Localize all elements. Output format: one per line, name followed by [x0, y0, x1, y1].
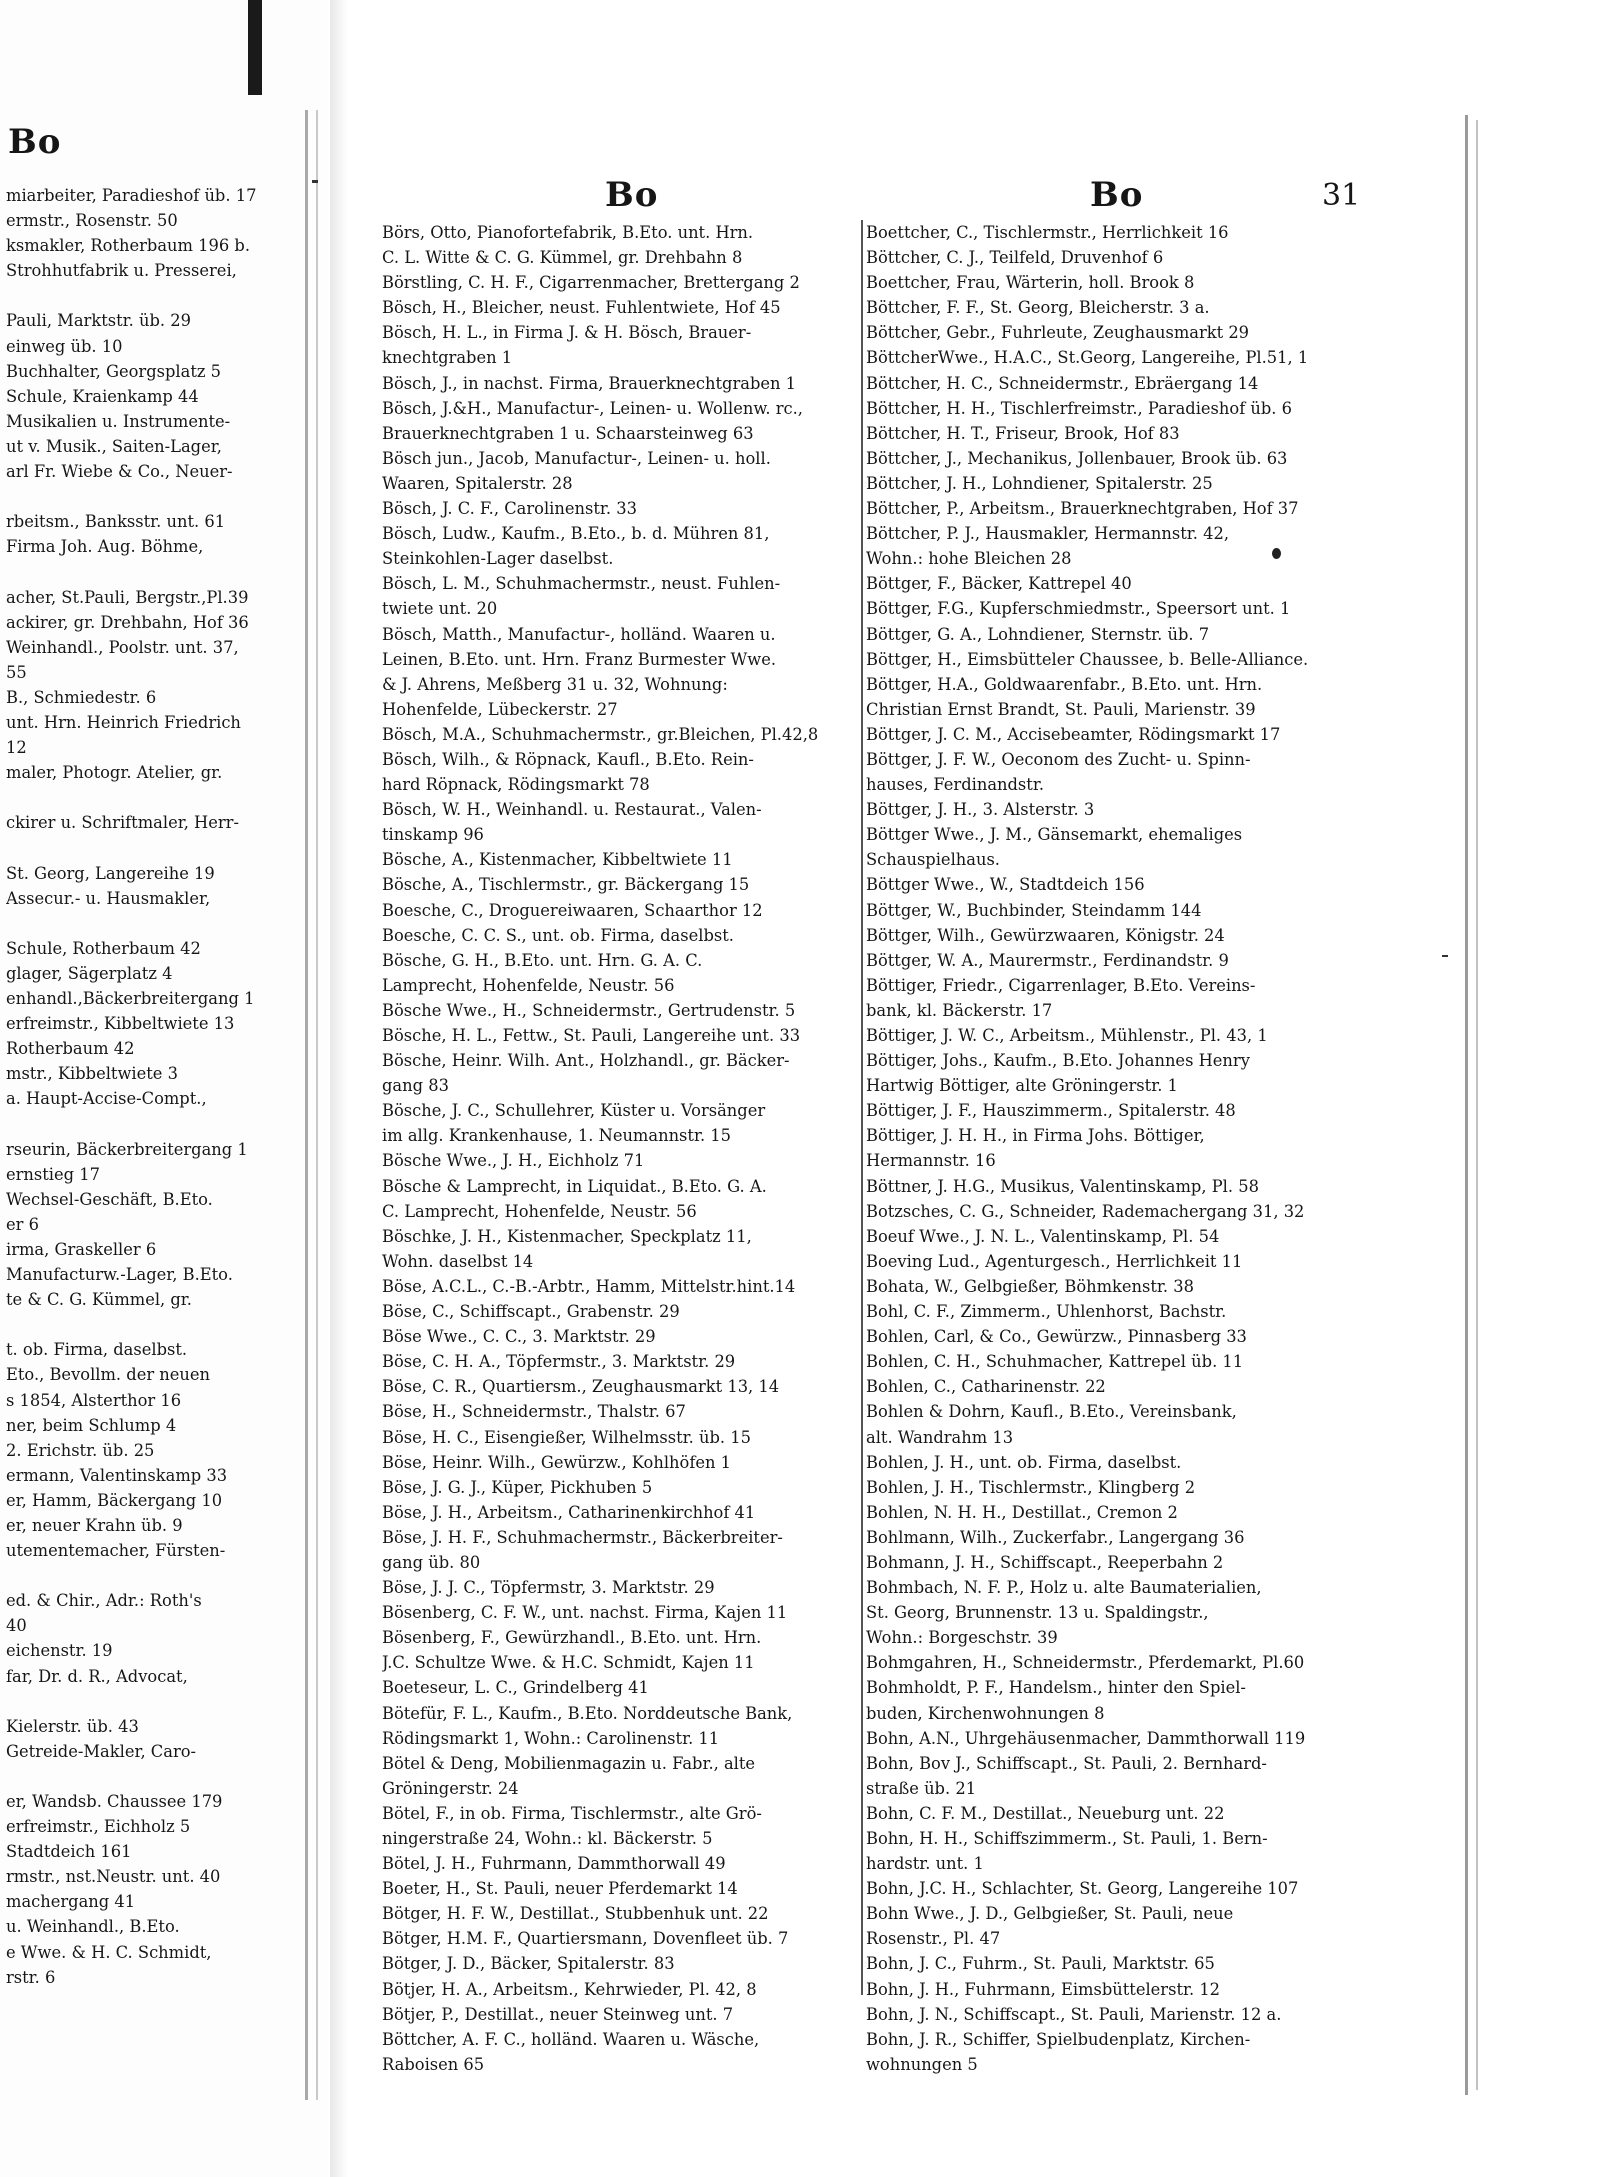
directory-entry-line: u. Weinhandl., B.Eto.: [6, 1917, 180, 1937]
directory-entry-line: er, neuer Krahn üb. 9: [6, 1515, 183, 1535]
directory-entry-line: Pauli, Marktstr. üb. 29: [6, 311, 191, 331]
directory-entry-line: Böttger, G. A., Lohndiener, Sternstr. üb. 7: [866, 624, 1210, 644]
directory-entry-line: Böttcher, Gebr., Fuhrleute, Zeughausmarkt 29: [866, 323, 1250, 343]
directory-entry-line: B., Schmiedestr. 6: [6, 687, 157, 707]
directory-entry-line: tinskamp 96: [382, 825, 484, 845]
directory-entry-line: Böttcher, P., Arbeitsm., Brauerknechtgraben, Hof 37: [866, 499, 1299, 519]
directory-entry-line: ner, beim Schlump 4: [6, 1415, 177, 1435]
directory-entry-line: Böttger, J. C. M., Accisebeamter, Rödingsmarkt 17: [866, 724, 1281, 744]
directory-entry-line: alt. Wandrahm 13: [866, 1427, 1014, 1447]
directory-entry-line: [6, 1764, 296, 1789]
directory-entry-line: Boeving Lud., Agenturgesch., Herrlichkeit 11: [866, 1251, 1243, 1271]
directory-entry-line: [6, 785, 296, 810]
directory-entry-line: twiete unt. 20: [382, 599, 498, 619]
directory-entry-line: Bohn, J. C., Fuhrm., St. Pauli, Marktstr. 65: [866, 1954, 1215, 1974]
directory-entry-line: Böttcher, H. C., Schneidermstr., Ebräergang 14: [866, 373, 1259, 393]
directory-entry-line: hard Röpnack, Rödingsmarkt 78: [382, 775, 650, 795]
directory-entry-line: & J. Ahrens, Meßberg 31 u. 32, Wohnung:: [382, 674, 728, 694]
directory-entry-line: Wechsel-Geschäft, B.Eto.: [6, 1189, 213, 1209]
directory-entry-line: Bötel, J. H., Fuhrmann, Dammthorwall 49: [382, 1854, 726, 1874]
directory-entry-line: Bösch, L. M., Schuhmachermstr., neust. Fuhlen-: [382, 574, 781, 594]
directory-entry-line: far, Dr. d. R., Advocat,: [6, 1666, 188, 1686]
directory-entry-line: Steinkohlen-Lager daselbst.: [382, 549, 614, 569]
directory-entry-line: ermstr., Rosenstr. 50: [6, 211, 178, 231]
page-gutter: [330, 0, 348, 2177]
directory-entry-line: Böttcher, H. T., Friseur, Brook, Hof 83: [866, 423, 1180, 443]
directory-entry-line: buden, Kirchenwohnungen 8: [866, 1703, 1105, 1723]
directory-entry-line: mstr., Kibbeltwiete 3: [6, 1064, 178, 1084]
directory-entry-line: Lamprecht, Hohenfelde, Neustr. 56: [382, 975, 675, 995]
directory-entry-line: Böse, C. H. A., Töpfermstr., 3. Marktstr. 29: [382, 1352, 736, 1372]
directory-entry-line: Böttiger, Johs., Kaufm., B.Eto. Johannes Henry: [866, 1051, 1250, 1071]
directory-entry-line: Böttiger, J. F., Hauszimmerm., Spitalerstr. 48: [866, 1101, 1236, 1121]
directory-entry-line: Bötjer, H. A., Arbeitsm., Kehrwieder, Pl. 42, 8: [382, 1979, 757, 1999]
directory-entry-line: Hohenfelde, Lübeckerstr. 27: [382, 699, 618, 719]
directory-entry-line: Leinen, B.Eto. unt. Hrn. Franz Burmester Wwe.: [382, 649, 777, 669]
directory-entry-line: Böttiger, J. H. H., in Firma Johs. Böttiger,: [866, 1126, 1205, 1146]
directory-entry-line: Böttcher, J. H., Lohndiener, Spitalerstr. 25: [866, 473, 1213, 493]
directory-entry-line: Bohl, C. F., Zimmerm., Uhlenhorst, Bachstr.: [866, 1302, 1227, 1322]
directory-entry-line: Böttger, H., Eimsbütteler Chaussee, b. Belle-Alliance.: [866, 649, 1309, 669]
directory-entry-line: e Wwe. & H. C. Schmidt,: [6, 1942, 212, 1962]
directory-entry-line: Bösenberg, F., Gewürzhandl., B.Eto. unt. Hrn.: [382, 1628, 762, 1648]
directory-entry-line: Boettcher, Frau, Wärterin, holl. Brook 8: [866, 273, 1195, 293]
directory-entry-line: Böse, H. C., Eisengießer, Wilhelmsstr. üb. 15: [382, 1427, 751, 1447]
directory-entry-line: Böse Wwe., C. C., 3. Marktstr. 29: [382, 1327, 656, 1347]
directory-entry-line: Böttcher, A. F. C., holländ. Waaren u. Wäsche,: [382, 2029, 760, 2049]
directory-entry-line: Buchhalter, Georgsplatz 5: [6, 361, 221, 381]
directory-entry-line: Hermannstr. 16: [866, 1151, 996, 1171]
page-edge: [1465, 115, 1468, 2095]
directory-entry-line: 12: [6, 738, 27, 758]
directory-entry-line: Brauerknechtgraben 1 u. Schaarsteinweg 63: [382, 423, 754, 443]
directory-entry-line: Bohn, J. H., Fuhrmann, Eimsbüttelerstr. 12: [866, 1979, 1221, 1999]
directory-entry-line: Böse, C., Schiffscapt., Grabenstr. 29: [382, 1302, 680, 1322]
directory-entry-line: ermann, Valentinskamp 33: [6, 1465, 228, 1485]
ink-mark: [312, 180, 318, 183]
directory-entry-line: Waaren, Spitalerstr. 28: [382, 473, 573, 493]
directory-entry-line: Böttger Wwe., W., Stadtdeich 156: [866, 875, 1145, 895]
ink-mark: [1442, 955, 1448, 957]
directory-entry-line: ksmakler, Rotherbaum 196 b.: [6, 236, 251, 256]
binding-shadow: [248, 0, 262, 95]
directory-entry-line: irma, Graskeller 6: [6, 1239, 157, 1259]
directory-entry-line: [6, 911, 296, 936]
directory-entry-line: Getreide-Makler, Caro-: [6, 1741, 197, 1761]
directory-entry-line: Schauspielhaus.: [866, 850, 1000, 870]
directory-entry-line: [6, 484, 296, 509]
directory-entry-line: Bohn, H. H., Schiffszimmerm., St. Pauli, 1. Bern-: [866, 1829, 1268, 1848]
page-edge: [1476, 120, 1478, 2090]
middle-running-head: Bo: [605, 175, 659, 215]
directory-entry-line: acher, St.Pauli, Bergstr.,Pl.39: [6, 587, 249, 607]
directory-entry-line: Bohn, A.N., Uhrgehäusenmacher, Dammthorwall 119: [866, 1728, 1306, 1748]
directory-entry-line: Böttger, W. A., Maurermstr., Ferdinandstr. 9: [866, 950, 1229, 970]
directory-entry-line: ackirer, gr. Drehbahn, Hof 36: [6, 612, 249, 632]
directory-entry-line: Bösch, J. C. F., Carolinenstr. 33: [382, 499, 637, 519]
directory-entry-line: Böttiger, J. W. C., Arbeitsm., Mühlenstr., Pl. 43, 1: [866, 1026, 1268, 1045]
ink-blot: [1272, 548, 1281, 559]
directory-entry-line: Bohlen, J. H., Tischlermstr., Klingberg 2: [866, 1477, 1196, 1497]
directory-entry-line: bank, kl. Bäckerstr. 17: [866, 1000, 1053, 1020]
directory-entry-line: te & C. G. Kümmel, gr.: [6, 1290, 192, 1310]
directory-entry-line: Bötel & Deng, Mobilienmagazin u. Fabr., alte: [382, 1753, 756, 1773]
directory-entry-line: knechtgraben 1: [382, 348, 513, 368]
directory-entry-line: er, Wandsb. Chaussee 179: [6, 1792, 223, 1811]
directory-entry-line: Böse, C. R., Quartiersm., Zeughausmarkt 13, 14: [382, 1377, 780, 1397]
directory-entry-line: Rotherbaum 42: [6, 1039, 135, 1059]
directory-entry-line: [6, 1563, 296, 1588]
page-edge: [305, 110, 308, 2100]
directory-entry-line: Bohmgahren, H., Schneidermstr., Pferdemarkt, Pl.60: [866, 1653, 1305, 1673]
directory-entry-line: Bohlmann, Wilh., Zuckerfabr., Langergang 36: [866, 1527, 1245, 1547]
directory-entry-line: Bösche, Heinr. Wilh. Ant., Holzhandl., gr. Bäcker-: [382, 1051, 790, 1071]
directory-entry-line: Bohn, J.C. H., Schlachter, St. Georg, Langereihe 107: [866, 1879, 1299, 1899]
directory-entry-line: er 6: [6, 1214, 39, 1234]
directory-entry-line: ernstieg 17: [6, 1164, 100, 1184]
directory-entry-line: Gröningerstr. 24: [382, 1778, 519, 1798]
directory-entry-line: Bösch, W. H., Weinhandl. u. Restaurat., Valen-: [382, 800, 762, 820]
directory-entry-line: Bösch, H. L., in Firma J. & H. Bösch, Brauer-: [382, 323, 752, 343]
directory-entry-line: Bösenberg, C. F. W., unt. nachst. Firma, Kajen 11: [382, 1603, 788, 1623]
directory-entry-line: Böttcher, P. J., Hausmakler, Hermannstr. 42,: [866, 524, 1230, 544]
directory-entry-line: rstr. 6: [6, 1967, 56, 1987]
directory-entry-line: Böse, J. J. C., Töpfermstr, 3. Marktstr. 29: [382, 1578, 715, 1598]
directory-entry-line: erfreimstr., Eichholz 5: [6, 1817, 191, 1837]
directory-entry-line: Böse, A.C.L., C.-B.-Arbtr., Hamm, Mittelstr.hint.14: [382, 1276, 796, 1296]
directory-entry-line: Böttcher, C. J., Teilfeld, Druvenhof 6: [866, 248, 1164, 268]
directory-entry-line: arl Fr. Wiebe & Co., Neuer-: [6, 462, 233, 482]
directory-entry-line: BöttcherWwe., H.A.C., St.Georg, Langereihe, Pl.51, 1: [866, 348, 1309, 368]
directory-entry-line: Bösch, Matth., Manufactur-, holländ. Waaren u.: [382, 624, 776, 644]
directory-entry-line: erfreimstr., Kibbeltwiete 13: [6, 1014, 235, 1034]
directory-entry-line: einweg üb. 10: [6, 336, 123, 356]
directory-entry-line: Böttger, W., Buchbinder, Steindamm 144: [866, 900, 1202, 920]
directory-entry-line: Böse, J. H. F., Schuhmachermstr., Bäckerbreiter-: [382, 1527, 783, 1547]
directory-entry-line: J.C. Schultze Wwe. & H.C. Schmidt, Kajen 11: [382, 1653, 755, 1673]
directory-entry-line: Böttcher, H. H., Tischlerfreimstr., Paradieshof üb. 6: [866, 398, 1293, 418]
directory-entry-line: Christian Ernst Brandt, St. Pauli, Marienstr. 39: [866, 699, 1256, 719]
directory-entry-line: [6, 1689, 296, 1714]
directory-entry-line: Wohn.: hohe Bleichen 28: [866, 549, 1072, 569]
directory-entry-line: Botzsches, C. G., Schneider, Rademachergang 31, 32: [866, 1201, 1305, 1221]
directory-entry-line: Bohmbach, N. F. P., Holz u. alte Baumaterialien,: [866, 1578, 1262, 1598]
directory-entry-line: unt. Hrn. Heinrich Friedrich: [6, 712, 241, 732]
page-edge: [316, 110, 318, 2100]
directory-entry-line: Kielerstr. üb. 43: [6, 1716, 139, 1736]
directory-entry-line: [6, 835, 296, 860]
directory-entry-line: enhandl.,Bäckerbreitergang 1: [6, 989, 255, 1008]
left-running-head: Bo: [8, 122, 62, 162]
directory-entry-line: 2. Erichstr. üb. 25: [6, 1440, 155, 1460]
directory-entry-line: Börstling, C. H. F., Cigarrenmacher, Brettergang 2: [382, 273, 800, 293]
directory-entry-line: utementemacher, Fürsten-: [6, 1541, 226, 1561]
directory-entry-line: Bötger, H. F. W., Destillat., Stubbenhuk unt. 22: [382, 1904, 769, 1924]
directory-entry-line: hauses, Ferdinandstr.: [866, 775, 1044, 795]
directory-entry-line: Schule, Rotherbaum 42: [6, 938, 201, 958]
directory-entry-line: wohnungen 5: [866, 2054, 978, 2074]
directory-entry-line: ckirer u. Schriftmaler, Herr-: [6, 813, 239, 833]
directory-entry-line: Boeuf Wwe., J. N. L., Valentinskamp, Pl. 54: [866, 1226, 1220, 1246]
directory-entry-line: [6, 1111, 296, 1136]
directory-entry-line: Bösche, G. H., B.Eto. unt. Hrn. G. A. C.: [382, 950, 703, 970]
directory-entry-line: glager, Sägerplatz 4: [6, 963, 173, 983]
directory-entry-line: C. L. Witte & C. G. Kümmel, gr. Drehbahn 8: [382, 248, 743, 268]
directory-entry-line: er, Hamm, Bäckergang 10: [6, 1490, 223, 1510]
directory-entry-line: Bohmholdt, P. F., Handelsm., hinter den Spiel-: [866, 1678, 1246, 1698]
directory-entry-line: Böttger, F.G., Kupferschmiedmstr., Speersort unt. 1: [866, 599, 1291, 619]
directory-entry-line: maler, Photogr. Atelier, gr.: [6, 763, 223, 783]
directory-entry-line: Bösch, Ludw., Kaufm., B.Eto., b. d. Mühren 81,: [382, 524, 770, 544]
directory-entry-line: Böttger, Wilh., Gewürzwaaren, Königstr. 24: [866, 925, 1225, 945]
directory-entry-line: Bösch, Wilh., & Röpnack, Kaufl., B.Eto. Rein-: [382, 749, 754, 769]
directory-entry-line: gang 83: [382, 1076, 449, 1096]
directory-entry-line: Böttcher, F. F., St. Georg, Bleicherstr. 3 a.: [866, 298, 1210, 318]
directory-entry-line: Bohlen, J. H., unt. ob. Firma, daselbst.: [866, 1452, 1182, 1472]
directory-entry-line: Bösch, H., Bleicher, neust. Fuhlentwiete, Hof 45: [382, 298, 781, 318]
previous-page-fragment: [0, 0, 328, 2177]
directory-entry-line: Bohn, C. F. M., Destillat., Neueburg unt. 22: [866, 1803, 1225, 1823]
directory-entry-line: Bötel, F., in ob. Firma, Tischlermstr., alte Grö-: [382, 1803, 762, 1823]
directory-entry-line: [6, 283, 296, 308]
directory-entry-line: Böttger, H.A., Goldwaarenfabr., B.Eto. unt. Hrn.: [866, 674, 1263, 694]
right-running-head: Bo: [1090, 175, 1144, 215]
directory-entry-line: Boesche, C., Droguereiwaaren, Schaarthor 12: [382, 900, 763, 920]
directory-entry-line: t. ob. Firma, daselbst.: [6, 1340, 188, 1360]
page-number: 31: [1322, 178, 1361, 213]
left-page-column: [6, 183, 296, 1990]
directory-entry-line: Manufacturw.-Lager, B.Eto.: [6, 1265, 233, 1285]
directory-entry-line: miarbeiter, Paradieshof üb. 17: [6, 186, 257, 205]
directory-entry-line: Bösch, J.&H., Manufactur-, Leinen- u. Wollenw. rc.,: [382, 398, 803, 418]
directory-entry-line: Böttger, J. H., 3. Alsterstr. 3: [866, 800, 1095, 820]
directory-entry-line: Bösche Wwe., J. H., Eichholz 71: [382, 1151, 645, 1171]
directory-entry-line: Wohn. daselbst 14: [382, 1251, 534, 1271]
directory-entry-line: Boettcher, C., Tischlermstr., Herrlichkeit 16: [866, 223, 1229, 242]
directory-entry-line: ed. & Chir., Adr.: Roth's: [6, 1591, 202, 1611]
directory-entry-line: Bösche Wwe., H., Schneidermstr., Gertrudenstr. 5: [382, 1000, 796, 1020]
directory-entry-line: Assecur.- u. Hausmakler,: [6, 888, 211, 908]
column-rule: [861, 220, 863, 1995]
directory-entry-line: Böse, H., Schneidermstr., Thalstr. 67: [382, 1402, 686, 1422]
directory-entry-line: a. Haupt-Accise-Compt.,: [6, 1089, 207, 1109]
directory-entry-line: Bohata, W., Gelbgießer, Böhmkenstr. 38: [866, 1276, 1194, 1296]
directory-entry-line: Boesche, C. C. S., unt. ob. Firma, daselbst.: [382, 925, 734, 945]
directory-entry-line: hardstr. unt. 1: [866, 1854, 984, 1874]
directory-entry-line: Böse, J. H., Arbeitsm., Catharinenkirchhof 41: [382, 1502, 756, 1522]
directory-entry-line: im allg. Krankenhause, 1. Neumannstr. 15: [382, 1126, 732, 1146]
directory-entry-line: Bohlen, C., Catharinenstr. 22: [866, 1377, 1106, 1397]
directory-entry-line: Musikalien u. Instrumente-: [6, 411, 231, 431]
directory-entry-line: Bösche, A., Tischlermstr., gr. Bäckergang 15: [382, 875, 750, 895]
directory-entry-line: Bohlen, Carl, & Co., Gewürzw., Pinnasberg 33: [866, 1327, 1247, 1347]
directory-entry-line: Bösch, M.A., Schuhmachermstr., gr.Bleichen, Pl.42,8: [382, 724, 819, 744]
directory-entry-line: Eto., Bevollm. der neuen: [6, 1365, 211, 1385]
middle-directory-column: [382, 220, 866, 2077]
directory-entry-line: Böse, J. G. J., Küper, Pickhuben 5: [382, 1477, 653, 1497]
directory-entry-line: Bötefür, F. L., Kaufm., B.Eto. Norddeutsche Bank,: [382, 1703, 793, 1723]
directory-entry-line: Boeter, H., St. Pauli, neuer Pferdemarkt 14: [382, 1879, 738, 1899]
directory-entry-line: Wohn.: Borgeschstr. 39: [866, 1628, 1058, 1648]
directory-entry-line: machergang 41: [6, 1892, 136, 1912]
directory-entry-line: rmstr., nst.Neustr. unt. 40: [6, 1867, 221, 1887]
directory-entry-line: Rödingsmarkt 1, Wohn.: Carolinenstr. 11: [382, 1728, 720, 1748]
directory-entry-line: eichenstr. 19: [6, 1641, 113, 1661]
directory-entry-line: 55: [6, 662, 27, 682]
right-directory-column: [866, 220, 1346, 2077]
directory-entry-line: Böttger, J. F. W., Oeconom des Zucht- u. Spinn-: [866, 749, 1251, 769]
directory-entry-line: Bohn Wwe., J. D., Gelbgießer, St. Pauli, neue: [866, 1904, 1234, 1924]
directory-entry-line: [6, 559, 296, 584]
directory-entry-line: C. Lamprecht, Hohenfelde, Neustr. 56: [382, 1201, 697, 1221]
directory-entry-line: Bösch jun., Jacob, Manufactur-, Leinen- u. holl.: [382, 448, 771, 468]
directory-entry-line: Bösche, A., Kistenmacher, Kibbeltwiete 11: [382, 850, 733, 870]
directory-entry-line: St. Georg, Brunnenstr. 13 u. Spaldingstr.,: [866, 1603, 1209, 1623]
directory-entry-line: St. Georg, Langereihe 19: [6, 863, 215, 883]
directory-entry-line: [6, 1312, 296, 1337]
directory-entry-line: Bohmann, J. H., Schiffscapt., Reeperbahn 2: [866, 1552, 1224, 1572]
directory-entry-line: Bohlen, N. H. H., Destillat., Cremon 2: [866, 1502, 1178, 1522]
directory-entry-line: Böttger Wwe., J. M., Gänsemarkt, ehemaliges: [866, 825, 1243, 845]
directory-entry-line: 40: [6, 1616, 27, 1636]
directory-entry-line: ningerstraße 24, Wohn.: kl. Bäckerstr. 5: [382, 1829, 713, 1848]
directory-entry-line: Böttcher, J., Mechanikus, Jollenbauer, Brook üb. 63: [866, 448, 1288, 468]
directory-entry-line: Bösch, J., in nachst. Firma, Brauerknechtgraben 1: [382, 373, 797, 393]
directory-entry-line: gang üb. 80: [382, 1552, 481, 1572]
directory-entry-line: s 1854, Alsterthor 16: [6, 1390, 182, 1410]
directory-entry-line: Bösche, H. L., Fettw., St. Pauli, Langereihe unt. 33: [382, 1026, 801, 1045]
directory-entry-line: rseurin, Bäckerbreitergang 1: [6, 1139, 248, 1159]
directory-entry-line: Böschke, J. H., Kistenmacher, Speckplatz 11,: [382, 1226, 752, 1246]
directory-entry-line: Boeteseur, L. C., Grindelberg 41: [382, 1678, 649, 1698]
directory-entry-line: Schule, Kraienkamp 44: [6, 386, 199, 406]
directory-entry-line: straße üb. 21: [866, 1778, 977, 1798]
directory-entry-line: Bösche, J. C., Schullehrer, Küster u. Vorsänger: [382, 1101, 766, 1121]
directory-entry-line: Bohn, J. R., Schiffer, Spielbudenplatz, Kirchen-: [866, 2029, 1251, 2049]
directory-entry-line: ut v. Musik., Saiten-Lager,: [6, 436, 222, 456]
directory-entry-line: Böttner, J. H.G., Musikus, Valentinskamp, Pl. 58: [866, 1176, 1259, 1196]
directory-entry-line: Hartwig Böttiger, alte Gröningerstr. 1: [866, 1076, 1178, 1096]
directory-entry-line: Bohn, J. N., Schiffscapt., St. Pauli, Marienstr. 12 a.: [866, 2004, 1282, 2024]
directory-entry-line: Bötger, H.M. F., Quartiersmann, Dovenfleet üb. 7: [382, 1929, 789, 1949]
directory-entry-line: Bötger, J. D., Bäcker, Spitalerstr. 83: [382, 1954, 675, 1974]
directory-entry-line: Strohhutfabrik u. Presserei,: [6, 261, 237, 281]
directory-entry-line: Rosenstr., Pl. 47: [866, 1929, 1001, 1949]
directory-entry-line: Bösche & Lamprecht, in Liquidat., B.Eto. G. A.: [382, 1176, 767, 1196]
directory-entry-line: Firma Joh. Aug. Böhme,: [6, 537, 204, 557]
directory-entry-line: Böttiger, Friedr., Cigarrenlager, B.Eto. Vereins-: [866, 975, 1256, 995]
directory-entry-line: Stadtdeich 161: [6, 1842, 132, 1862]
directory-entry-line: Raboisen 65: [382, 2054, 485, 2074]
directory-entry-line: Bötjer, P., Destillat., neuer Steinweg unt. 7: [382, 2004, 734, 2024]
directory-entry-line: Börs, Otto, Pianofortefabrik, B.Eto. unt. Hrn.: [382, 223, 754, 242]
directory-entry-line: Böse, Heinr. Wilh., Gewürzw., Kohlhöfen 1: [382, 1452, 731, 1472]
directory-entry-line: Bohn, Bov J., Schiffscapt., St. Pauli, 2. Bernhard-: [866, 1753, 1267, 1773]
directory-entry-line: rbeitsm., Banksstr. unt. 61: [6, 512, 226, 532]
directory-entry-line: Bohlen, C. H., Schuhmacher, Kattrepel üb. 11: [866, 1352, 1244, 1372]
directory-entry-line: Bohlen & Dohrn, Kaufl., B.Eto., Vereinsbank,: [866, 1402, 1237, 1422]
directory-entry-line: Böttger, F., Bäcker, Kattrepel 40: [866, 574, 1132, 594]
directory-entry-line: Weinhandl., Poolstr. unt. 37,: [6, 637, 239, 657]
